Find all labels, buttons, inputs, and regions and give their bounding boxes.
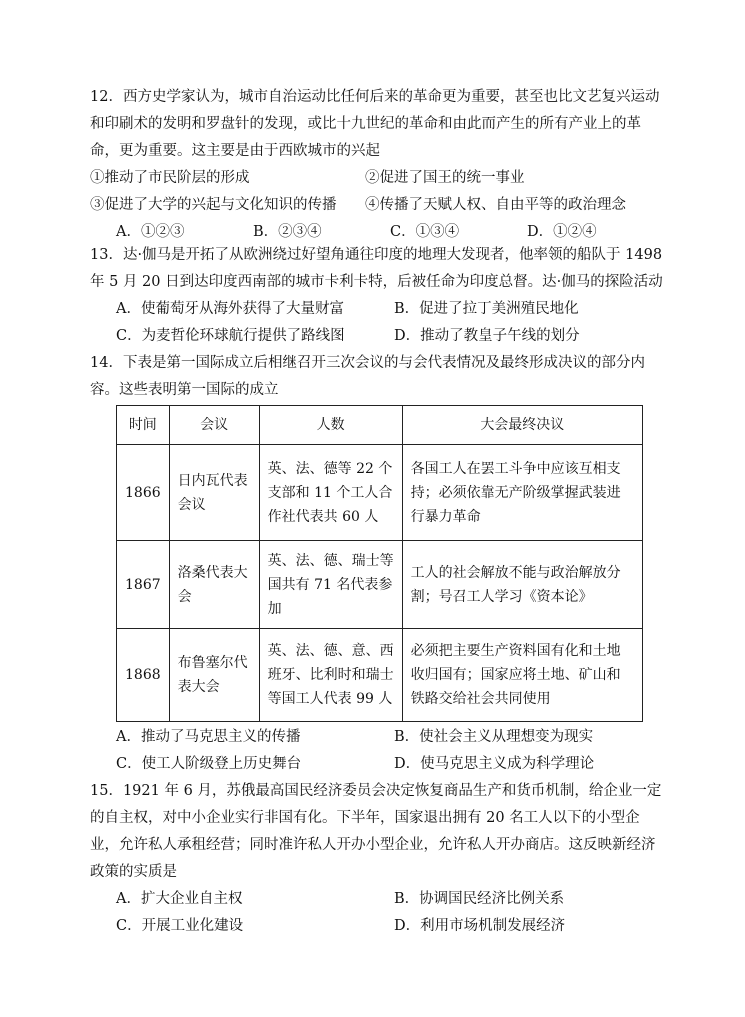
option-b: B．促进了拉丁美洲殖民地化 <box>394 301 579 317</box>
question-14-stem: 14．下表是第一国际成立后相继召开三次会议的与会代表情况及最终形成决议的部分内容。这些表明第一国际的成立 <box>90 355 645 398</box>
header-people: 人数 <box>259 406 402 445</box>
question-13-stem: 13．达·伽马是开拓了从欧洲绕过好望角通往印度的地理大发现者，他率领的船队于 1498 年 5 月 20 日到达印度西南部的城市卡利卡特，后被任命为印度总督。达·伽马的探险活动 <box>90 247 663 290</box>
cell-meeting: 日内瓦代表会议 <box>169 445 259 541</box>
question-13 <box>90 242 665 350</box>
cell-people: 英、法、德、意、西班牙、比利时和瑞士等国工人代表 99 人 <box>259 629 402 722</box>
statement-2: ②促进了国王的统一事业 <box>365 170 525 186</box>
option-d: D．推动了教皇子午线的划分 <box>394 328 580 344</box>
question-13-options-row1 <box>90 296 665 323</box>
question-15-options-row1 <box>90 886 665 913</box>
statement-1: ①推动了市民阶层的形成 <box>90 170 250 186</box>
option-d: D．利用市场机制发展经济 <box>394 918 566 934</box>
cell-people: 英、法、德等 22 个支部和 11 个工人合作社代表共 60 人 <box>259 445 402 541</box>
question-13-options-row2 <box>90 323 665 350</box>
cell-resolution: 工人的社会解放不能与政治解放分割；号召工人学习《资本论》 <box>402 541 642 629</box>
first-international-table <box>116 405 643 722</box>
question-14 <box>90 350 665 404</box>
header-meeting: 会议 <box>169 406 259 445</box>
question-14-options <box>90 724 665 778</box>
question-12-stem: 12．西方史学家认为，城市自治运动比任何后来的革命更为重要，甚至也比文艺复兴运动和印刷术的发明和罗盘针的发现，或比十九世纪的革命和由此而产生的所有产业上的革命，更为重要。这主要是由于西欧城市的兴起 <box>90 89 660 159</box>
option-a: A．①②③ <box>116 224 185 240</box>
option-a: A．使葡萄牙从海外获得了大量财富 <box>116 301 344 317</box>
question-12-statements-row1 <box>90 165 665 192</box>
option-c: C．开展工业化建设 <box>116 918 244 934</box>
statement-4: ④传播了天赋人权、自由平等的政治理念 <box>365 197 626 213</box>
option-a: A．推动了马克思主义的传播 <box>116 729 301 745</box>
table-row <box>117 541 643 629</box>
cell-year: 1866 <box>117 445 170 541</box>
table-row <box>117 629 643 722</box>
cell-people: 英、法、德、瑞士等国共有 71 名代表参加 <box>259 541 402 629</box>
option-d: D．①②④ <box>527 224 597 240</box>
option-c: C．①③④ <box>390 224 460 240</box>
question-12-statements-row2 <box>90 192 665 219</box>
question-12 <box>90 84 665 246</box>
option-d: D．使马克思主义成为科学理论 <box>394 756 595 772</box>
cell-year: 1868 <box>117 629 170 722</box>
cell-meeting: 布鲁塞尔代表大会 <box>169 629 259 722</box>
header-resolution: 大会最终决议 <box>402 406 642 445</box>
table-header-row <box>117 406 643 445</box>
cell-resolution: 各国工人在罢工斗争中应该互相支持；必须依靠无产阶级掌握武装进行暴力革命 <box>402 445 642 541</box>
cell-year: 1867 <box>117 541 170 629</box>
option-c: C．使工人阶级登上历史舞台 <box>116 756 302 772</box>
question-15 <box>90 778 665 940</box>
header-time: 时间 <box>117 406 170 445</box>
cell-resolution: 必须把主要生产资料国有化和土地收归国有；国家应将土地、矿山和铁路交给社会共同使用 <box>402 629 642 722</box>
question-15-options-row2 <box>90 913 665 940</box>
question-14-options-row1 <box>90 724 665 751</box>
question-15-stem: 15．1921 年 6 月，苏俄最高国民经济委员会决定恢复商品生产和货币机制，给企业一定的自主权，对中小企业实行非国有化。下半年，国家退出拥有 20 名工人以下的小型企业，允许私人承租经营；同时准许私人开办小型企业，允许私人开办商店。这反映新经济政策的实质是 <box>90 783 662 880</box>
option-b: B．②③④ <box>253 224 322 240</box>
option-a: A．扩大企业自主权 <box>116 891 243 907</box>
option-c: C．为麦哲伦环球航行提供了路线图 <box>116 328 345 344</box>
cell-meeting: 洛桑代表大会 <box>169 541 259 629</box>
statement-3: ③促进了大学的兴起与文化知识的传播 <box>90 197 337 213</box>
question-14-options-row2 <box>90 751 665 778</box>
option-b: B．协调国民经济比例关系 <box>394 891 565 907</box>
table-row <box>117 445 643 541</box>
option-b: B．使社会主义从理想变为现实 <box>394 729 594 745</box>
